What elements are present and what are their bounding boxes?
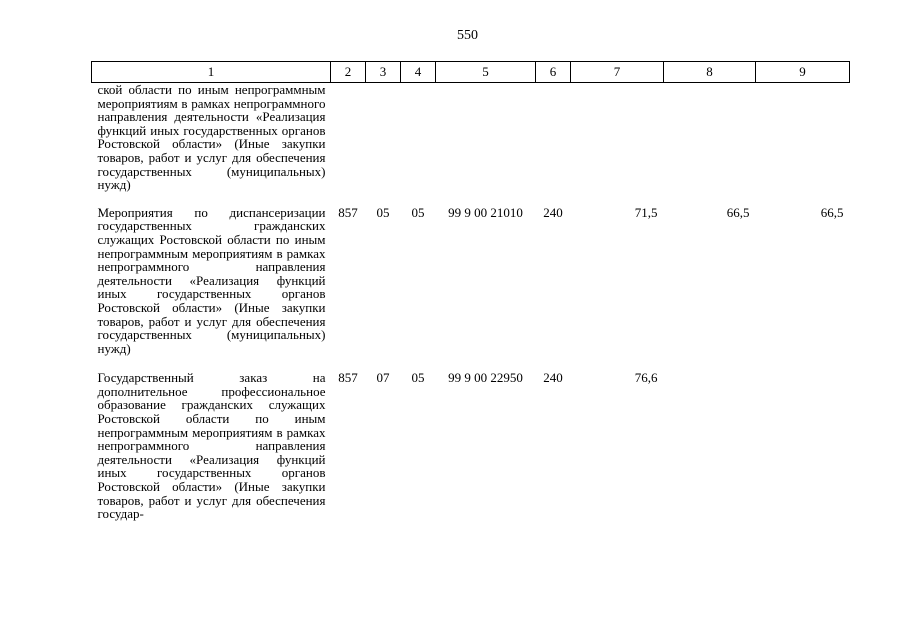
cell-amount-2 [664, 367, 756, 533]
cell-ministry [331, 83, 366, 202]
column-header-5: 5 [436, 62, 536, 83]
row-description: Мероприятия по диспансеризации государственных гражданских служащих Ростовской области по иным непрограммным мероприятиям в рамках непрограммного направления деятельности «Реализация функций иных государственных органов Ростовской области» (Иные закупки товаров, работ и услуг для обеспечения государственных (муниципальных) нужд) [97, 204, 326, 356]
cell-expense-type: 240 [543, 204, 563, 220]
budget-table [91, 61, 850, 533]
cell-amount-1: 71,5 [634, 204, 658, 220]
cell-amount-2: 66,5 [726, 204, 750, 220]
column-header-2: 2 [331, 62, 366, 83]
cell-target-article: 99 9 00 21010 [448, 204, 523, 220]
cell-target-article: 99 9 00 22950 [448, 370, 523, 386]
cell-subsection: 05 [411, 370, 425, 386]
cell-amount-2 [664, 83, 756, 202]
cell-expense-type: 240 [543, 370, 563, 386]
cell-amount-3: 66,5 [820, 204, 844, 220]
cell-ministry: 857 [338, 204, 358, 220]
page-number: 550 [457, 28, 478, 43]
cell-section: 05 [376, 204, 390, 220]
cell-subsection [401, 83, 436, 202]
table-row [92, 202, 850, 368]
cell-subsection: 05 [411, 204, 425, 220]
cell-section: 07 [376, 370, 390, 386]
column-header-3: 3 [366, 62, 401, 83]
cell-amount-3 [756, 367, 850, 533]
cell-section [366, 83, 401, 202]
column-header-8: 8 [664, 62, 756, 83]
row-description: ской области по иным непрограммным мероприятиям в рамках непрограммного направления деятельности «Реализация функций иных государственных органов Ростовской области» (Иные закупки товаров, работ и услуг для обеспечения государственных (муниципальных) нужд) [97, 82, 326, 193]
table-header-row [92, 62, 850, 83]
row-description: Государственный заказ на дополнительное профессиональное образование гражданских служащих Ростовской области по иным непрограммным мероприятиям в рамках непрограммного направления деятельности «Реализация функций иных государственных органов Ростовской области» (Иные закупки товаров, работ и услуг для обеспечения государ- [97, 370, 326, 522]
cell-amount-3 [756, 83, 850, 202]
table-row [92, 367, 850, 533]
cell-ministry: 857 [338, 370, 358, 386]
table-row [92, 83, 850, 202]
column-header-6: 6 [536, 62, 571, 83]
cell-expense-type [536, 83, 571, 202]
cell-amount-1 [571, 83, 664, 202]
column-header-1: 1 [92, 62, 331, 83]
column-header-4: 4 [401, 62, 436, 83]
column-header-9: 9 [756, 62, 850, 83]
column-header-7: 7 [571, 62, 664, 83]
cell-amount-1: 76,6 [634, 370, 658, 386]
cell-target-article [436, 83, 536, 202]
